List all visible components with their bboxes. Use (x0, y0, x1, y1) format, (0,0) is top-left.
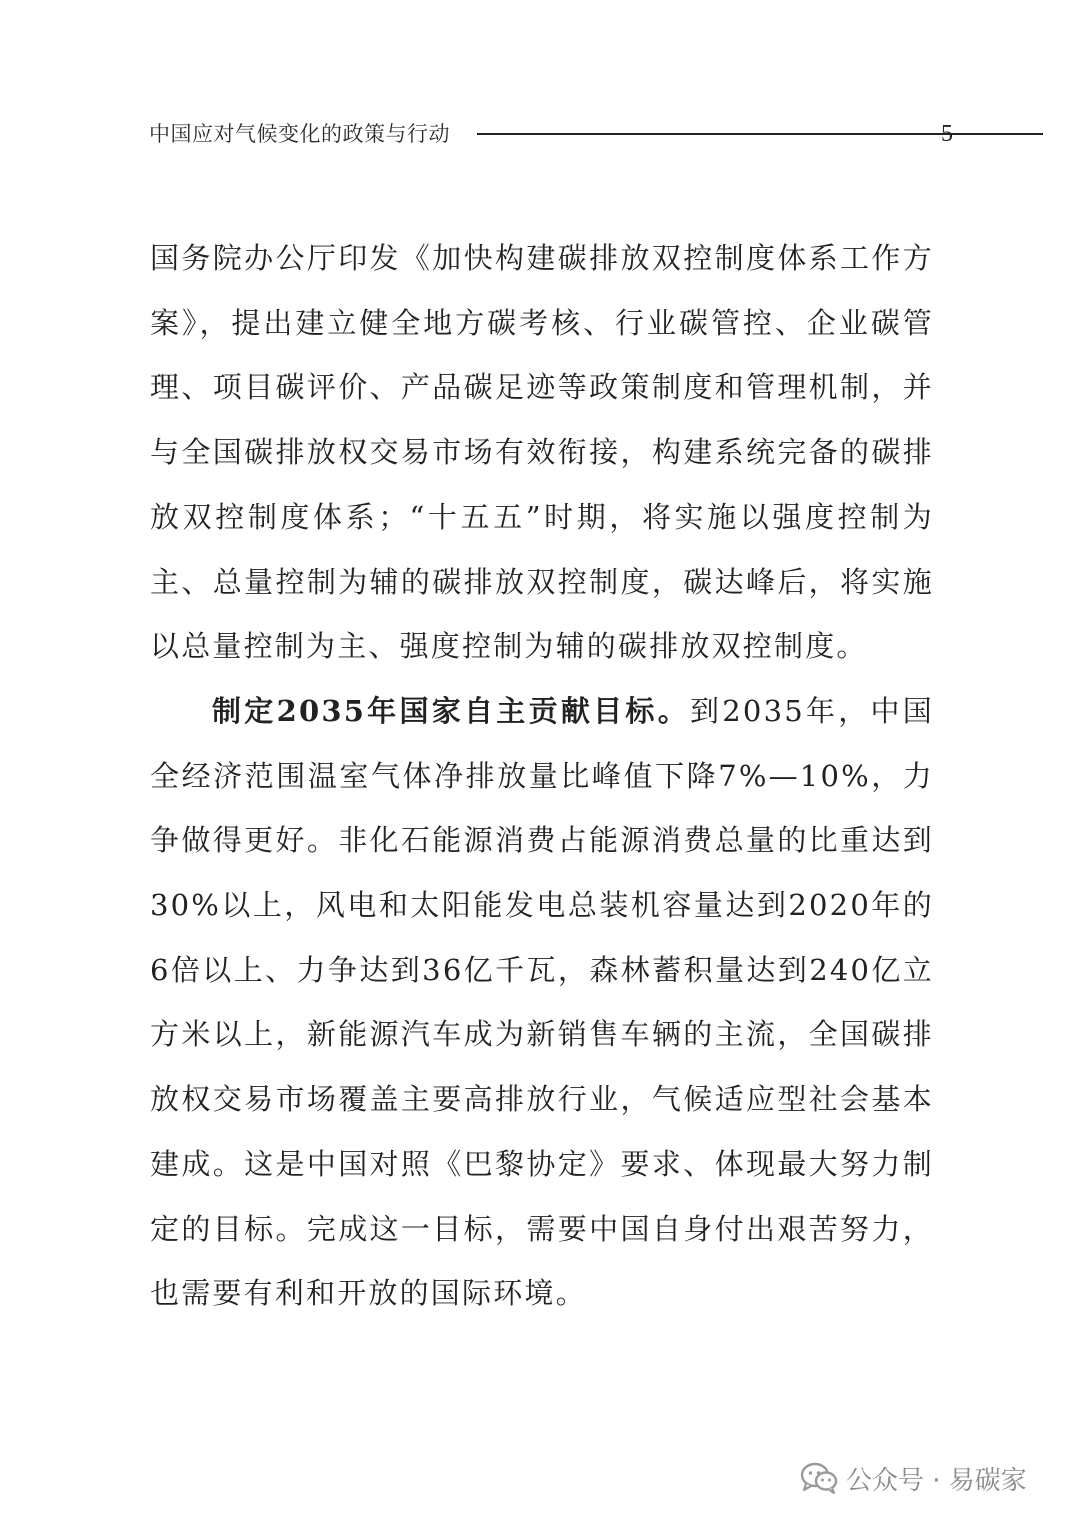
running-header (149, 118, 955, 150)
wechat-icon (800, 1462, 838, 1494)
watermark-text: 公众号 · 易碳家 (846, 1465, 1027, 1496)
header-title: 中国应对气候变化的政策与行动 (149, 122, 450, 146)
watermark (800, 1456, 1027, 1500)
paragraph-2-lead: 制定2035年国家自主贡献目标。 (212, 693, 690, 728)
header-rule (477, 133, 1043, 135)
paragraph-1: 国务院办公厅印发《加快构建碳排放双控制度体系工作方案》，提出建立健全地方碳考核、行业碳管控、企业碳管理、项目碳评价、产品碳足迹等政策制度和管理机制，并与全国碳排放权交易市场有效衔接，构建系统完备的碳排放双控制度体系；“十五五”时期，将实施以强度控制为主、总量控制为辅的碳排放双控制度，碳达峰后，将实施以总量控制为主、强度控制为辅的碳排放双控制度。 (150, 241, 934, 664)
paragraph-2-text: 到2035年，中国全经济范围温室气体净排放量比峰值下降7%—10%，力争做得更好。非化石能源消费占能源消费总量的比重达到30%以上，风电和太阳能发电总装机容量达到2020年的6倍以上、力争达到36亿千瓦，森林蓄积量达到240亿立方米以上，新能源汽车成为新销售车辆的主流，全国碳排放权交易市场覆盖主要高排放行业，气候适应型社会基本建成。这是中国对照《巴黎协定》要求、体现最大努力制定的目标。完成这一目标，需要中国自身付出艰苦努力，也需要有利和开放的国际环境。 (150, 693, 934, 1311)
body-text (150, 226, 934, 1326)
page-number: 5 (941, 121, 953, 147)
paragraph-2 (150, 679, 934, 1326)
